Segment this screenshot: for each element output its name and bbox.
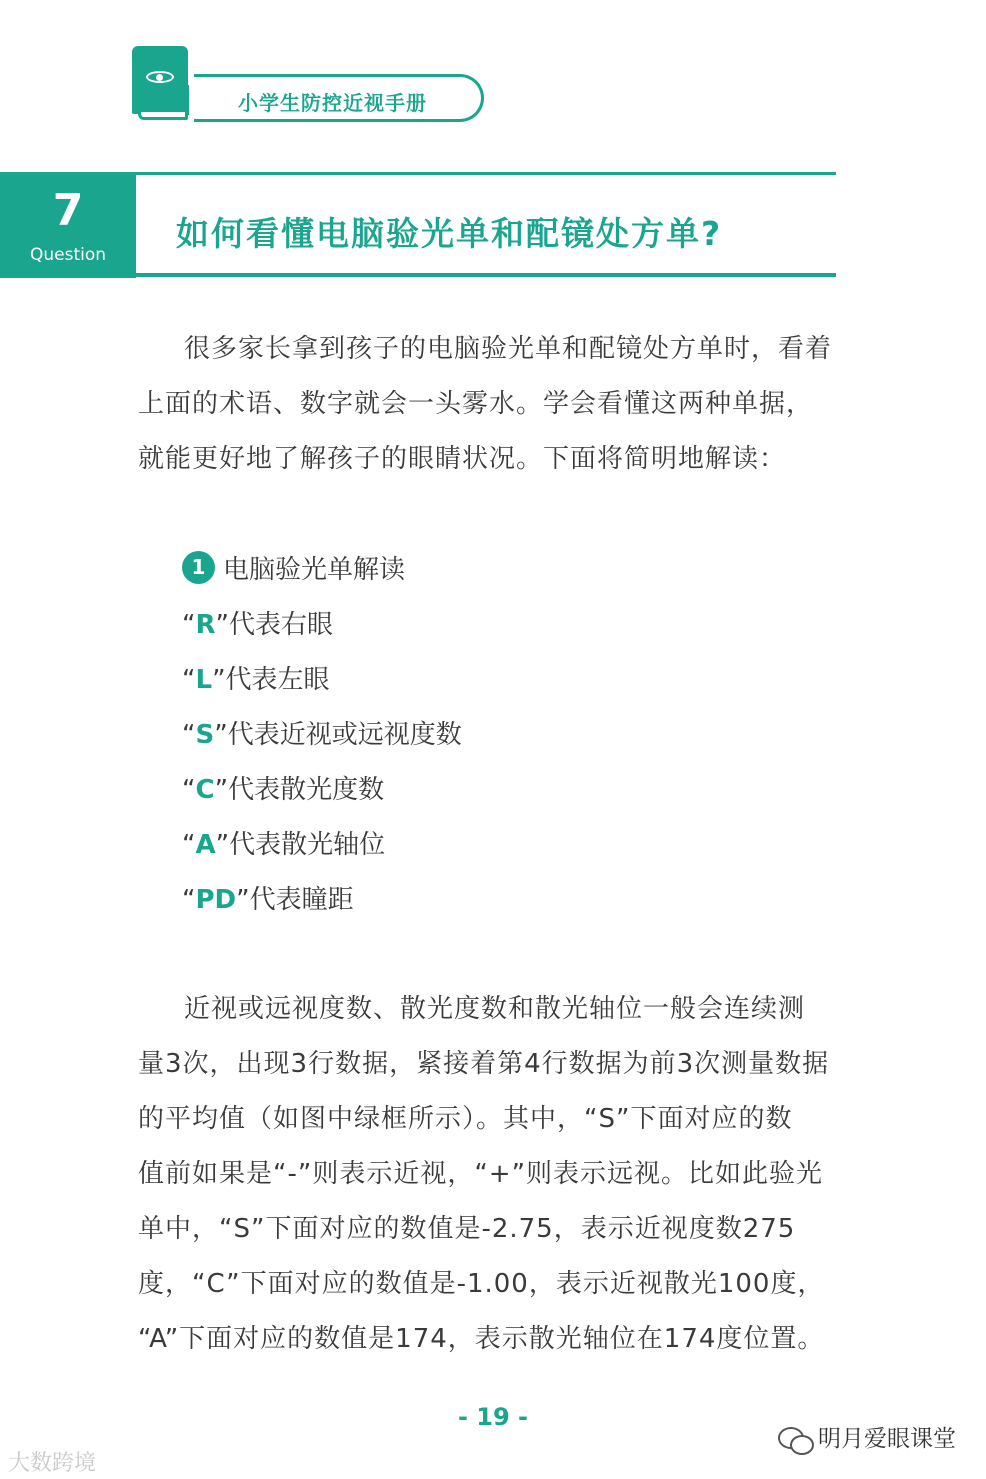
watermark-left: 大数跨境 (8, 1451, 97, 1476)
list-item: “PD”代表瞳距 (182, 885, 354, 915)
header-tab (194, 74, 484, 122)
question-label: Question (29, 245, 107, 265)
term-desc: 代表近视或远视度数 (227, 720, 462, 750)
watermark-right (778, 1420, 956, 1453)
paragraph-line: 量3次，出现3行数据，紧接着第4行数据为前3次测量数据 (138, 1049, 830, 1079)
paragraph-line: 很多家长拿到孩子的电脑验光单和配镜处方单时，看着 (184, 334, 833, 364)
term-code: A (195, 830, 216, 860)
term-desc: 代表右眼 (229, 610, 334, 640)
list-item: “C”代表散光度数 (182, 775, 385, 805)
paragraph-line: 单中，“S”下面对应的数值是-2.75，表示近视度数275 (138, 1214, 796, 1244)
handbook-icon (132, 46, 188, 122)
term-desc: 代表瞳距 (249, 885, 354, 915)
list-item: “R”代表右眼 (182, 610, 334, 640)
paragraph-line: 就能更好地了解孩子的眼睛状况。下面将简明地解读： (138, 444, 787, 474)
term-code: S (195, 720, 215, 750)
terms-list (182, 543, 462, 928)
watermark-account: 明月爱眼课堂 (818, 1426, 956, 1452)
eye-icon (146, 71, 174, 83)
question-title: 如何看懂电脑验光单和配镜处方单? (176, 214, 723, 253)
section-title: 电脑验光单解读 (223, 555, 406, 585)
list-item: “A”代表散光轴位 (182, 830, 386, 860)
divider-top (136, 172, 836, 175)
list-item: “L”代表左眼 (182, 665, 330, 695)
term-code: L (195, 665, 213, 695)
term-desc: 代表散光轴位 (229, 830, 386, 860)
body-paragraph (138, 982, 842, 1367)
question-number: 7 (52, 185, 84, 236)
list-item: “S”代表近视或远视度数 (182, 720, 462, 750)
paragraph-line: 近视或远视度数、散光度数和散光轴位一般会连续测 (184, 994, 806, 1024)
intro-paragraph (138, 322, 842, 487)
term-code: C (195, 775, 215, 805)
paragraph-line: 的平均值（如图中绿框所示）。其中，“S”下面对应的数 (138, 1104, 793, 1134)
term-code: R (195, 610, 216, 640)
paragraph-line: 值前如果是“-”则表示近视，“+”则表示远视。比如此验光 (138, 1159, 824, 1189)
divider-bottom (136, 273, 836, 277)
page-number: - 19 - (457, 1403, 529, 1431)
question-number-box (0, 172, 136, 278)
handbook-title: 小学生防控近视手册 (238, 91, 427, 115)
term-desc: 代表左眼 (225, 665, 330, 695)
paragraph-line: 上面的术语、数字就会一头雾水。学会看懂这两种单据， (138, 389, 814, 419)
section-number-badge: 1 (182, 551, 215, 584)
paragraph-line: “A”下面对应的数值是174，表示散光轴位在174度位置。 (138, 1324, 825, 1354)
term-desc: 代表散光度数 (228, 775, 385, 805)
paragraph-line: 度，“C”下面对应的数值是-1.00，表示近视散光100度， (138, 1269, 825, 1299)
section-heading (182, 543, 462, 598)
term-code: PD (195, 885, 237, 915)
wechat-icon (778, 1427, 812, 1453)
